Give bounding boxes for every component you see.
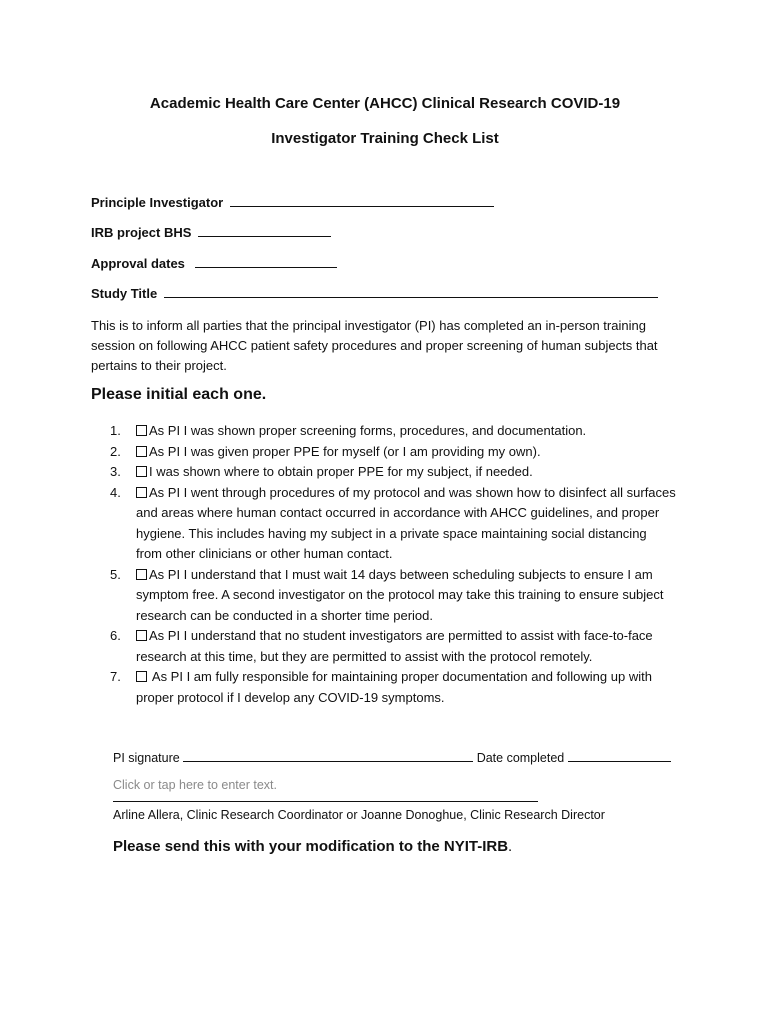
document-subtitle: Investigator Training Check List <box>271 130 499 147</box>
approval-dates-input-line[interactable] <box>195 255 337 268</box>
signature-rule <box>113 801 538 802</box>
item-number: 7. <box>110 669 121 684</box>
checklist-item <box>110 626 676 667</box>
checkbox-icon[interactable] <box>136 446 147 457</box>
document-title: Academic Health Care Center (AHCC) Clinical Research COVID-19 <box>149 95 621 112</box>
signature-row <box>113 750 671 765</box>
checkbox-icon[interactable] <box>136 630 147 641</box>
study-title-field <box>91 285 658 301</box>
item-number: 2. <box>110 443 121 459</box>
principal-investigator-label: Principle Investigator <box>91 195 224 210</box>
study-title-label: Study Title <box>91 286 158 301</box>
item-number: 4. <box>110 484 121 500</box>
item-text: I was shown where to obtain proper PPE for my subject, if needed. <box>149 464 533 479</box>
irb-project-field <box>91 224 331 240</box>
checklist-item <box>110 462 676 483</box>
send-instruction <box>113 838 512 855</box>
study-title-input-line[interactable] <box>164 285 658 298</box>
checkbox-icon[interactable] <box>136 466 147 477</box>
item-text: As PI I am fully responsible for maintaining proper documentation and following up with proper protocol if I develop any COVID-19 symptoms. <box>136 669 652 705</box>
checklist-item <box>110 667 676 708</box>
checkbox-icon[interactable] <box>136 569 147 580</box>
date-completed-line[interactable] <box>568 750 671 762</box>
pi-signature-label: PI signature <box>113 751 180 765</box>
pi-signature-line[interactable] <box>183 750 473 762</box>
checklist-heading: Please initial each one. <box>91 386 267 403</box>
checklist-item <box>110 483 676 565</box>
irb-project-label: IRB project BHS <box>91 225 192 240</box>
item-text: As PI I was shown proper screening forms, procedures, and documentation. <box>149 423 587 438</box>
principal-investigator-input-line[interactable] <box>230 194 494 207</box>
send-period: . <box>508 838 513 855</box>
checklist <box>110 421 676 708</box>
checkbox-icon[interactable] <box>136 425 147 436</box>
approval-dates-label: Approval dates <box>91 256 185 271</box>
item-number: 1. <box>110 423 121 438</box>
checklist-item <box>110 565 676 627</box>
checklist-item <box>110 421 676 442</box>
coordinator-text: Arline Allera, Clinic Research Coordinator or Joanne Donoghue, Clinic Research Director <box>113 808 605 822</box>
intro-paragraph: This is to inform all parties that the principal investigator (PI) has completed an in-person training session on following AHCC patient safety procedures and proper screening of human subjects that pertains to their project. <box>91 318 658 373</box>
approval-dates-field <box>91 255 337 271</box>
item-number: 6. <box>110 628 121 643</box>
text-entry-placeholder[interactable]: Click or tap here to enter text. <box>113 778 277 792</box>
checklist-item <box>110 442 676 463</box>
item-number: 3. <box>110 464 121 479</box>
item-number: 5. <box>110 566 121 582</box>
item-text: As PI I understand that no student investigators are permitted to assist with face-to-face research at this time, but they are permitted to assist with the protocol remotely. <box>136 628 653 664</box>
item-text: As PI I went through procedures of my protocol and was shown how to disinfect all surfaces and areas where human contact occurred in accordance with AHCC guidelines, and proper hygiene. This includes having my subject in a private space maintaining social distancing from other clinicians or other human contact. <box>136 484 676 561</box>
checkbox-icon[interactable] <box>136 671 147 682</box>
principal-investigator-field <box>91 194 494 210</box>
send-text: Please send this with your modification to the NYIT-IRB <box>113 838 509 855</box>
date-completed-label: Date completed <box>476 751 565 765</box>
item-text: As PI I understand that I must wait 14 days between scheduling subjects to ensure I am symptom free. A second investigator on the protocol may take this training to ensure subject research can be conducted in a shorter time period. <box>136 566 664 623</box>
irb-project-input-line[interactable] <box>198 224 331 237</box>
item-text: As PI I was given proper PPE for myself (or I am providing my own). <box>149 443 541 459</box>
checkbox-icon[interactable] <box>136 487 147 498</box>
